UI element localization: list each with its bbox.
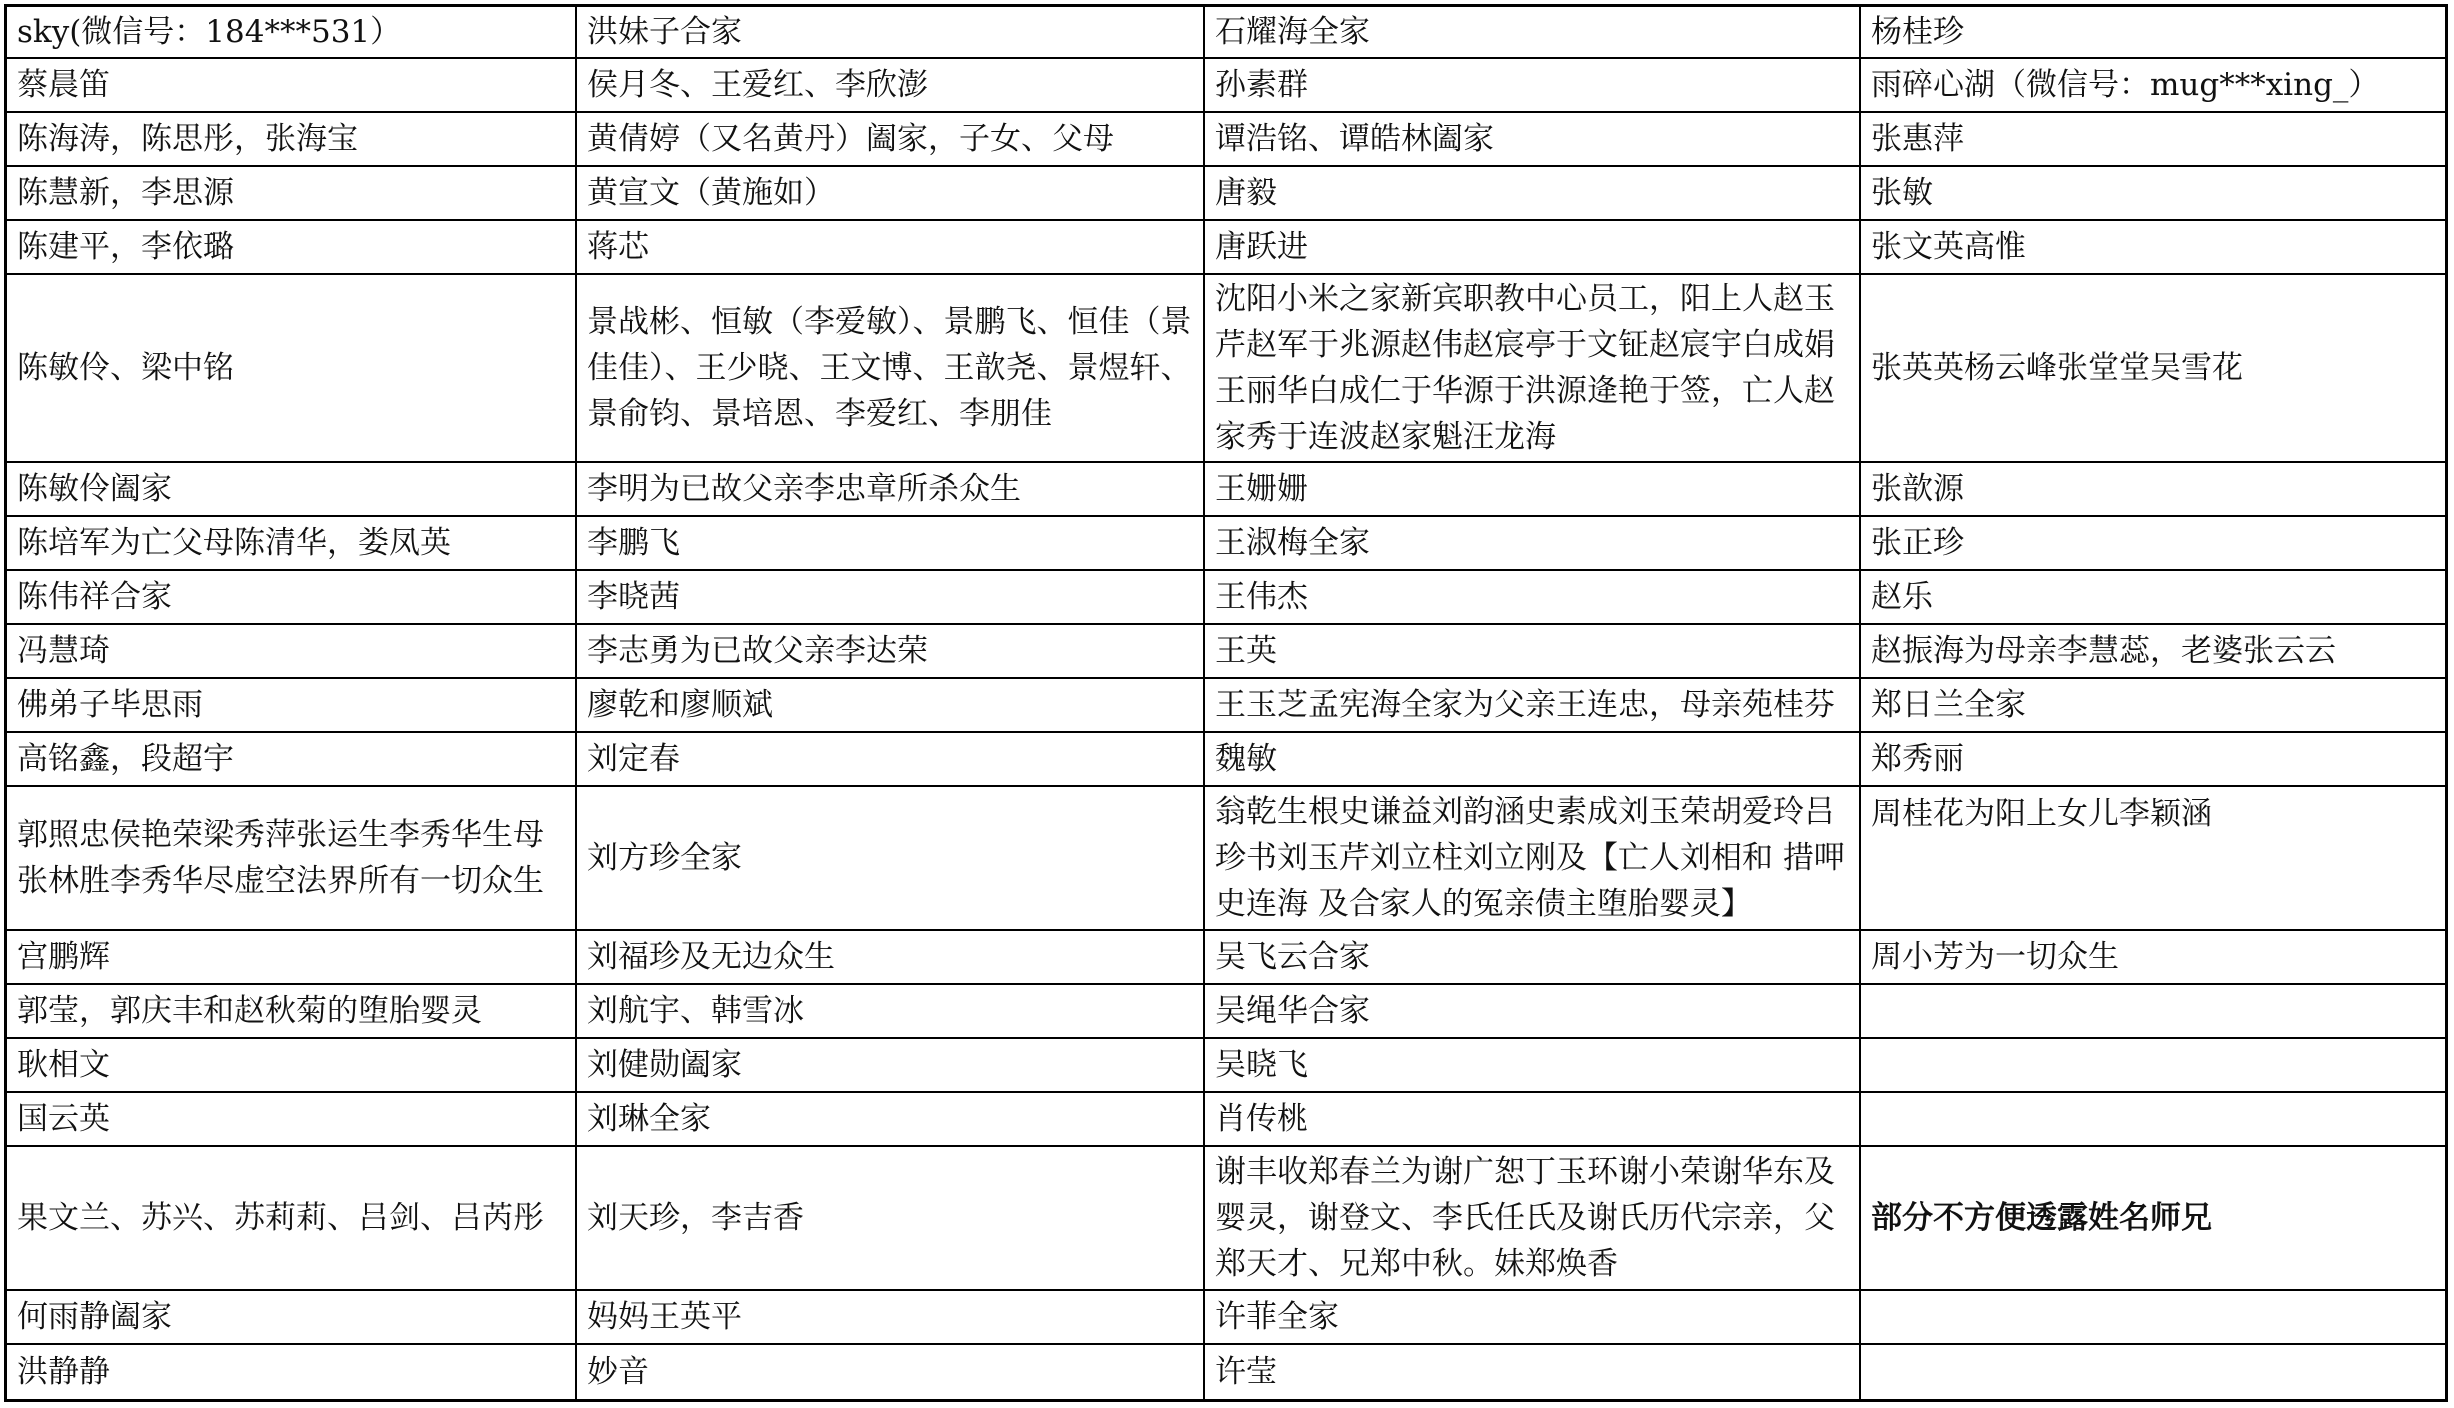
table-cell-r10-c3: 王英 <box>1205 625 1861 679</box>
dedication-name-table <box>4 4 2448 1402</box>
table-cell-r4-c1: 陈慧新，李思源 <box>7 167 577 221</box>
table-cell-r14-c1: 宫鹏辉 <box>7 931 577 985</box>
table-cell-r15-c2: 刘航宇、韩雪冰 <box>577 985 1205 1039</box>
table-cell-r11-c3: 王玉芝孟宪海全家为父亲王连忠，母亲苑桂芬 <box>1205 679 1861 733</box>
table-cell-r8-c3: 王淑梅全家 <box>1205 517 1861 571</box>
table-cell-r19-c3: 许菲全家 <box>1205 1291 1861 1345</box>
table-cell-r18-c4: 部分不方便透露姓名师兄 <box>1861 1147 2445 1291</box>
table-cell-r16-c4 <box>1861 1039 2445 1093</box>
table-cell-r1-c4: 杨桂珍 <box>1861 7 2445 59</box>
table-cell-r7-c1: 陈敏伶阖家 <box>7 463 577 517</box>
table-cell-r9-c1: 陈伟祥合家 <box>7 571 577 625</box>
table-cell-r12-c3: 魏敏 <box>1205 733 1861 787</box>
table-cell-r14-c3: 吴飞云合家 <box>1205 931 1861 985</box>
table-cell-r2-c3: 孙素群 <box>1205 59 1861 113</box>
table-cell-r17-c3: 肖传桃 <box>1205 1093 1861 1147</box>
table-cell-r5-c3: 唐跃进 <box>1205 221 1861 275</box>
table-cell-r6-c1: 陈敏伶、梁中铭 <box>7 275 577 463</box>
table-cell-r3-c3: 谭浩铭、谭皓林阖家 <box>1205 113 1861 167</box>
table-cell-r5-c2: 蒋芯 <box>577 221 1205 275</box>
table-cell-r13-c4: 周桂花为阳上女儿李颖涵 <box>1861 787 2445 931</box>
table-cell-r18-c3: 谢丰收郑春兰为谢广恕丁玉环谢小荣谢华东及婴灵，谢登文、李氏任氏及谢氏历代宗亲，父郑天才、兄郑中秋。妹郑焕香 <box>1205 1147 1861 1291</box>
table-cell-r8-c1: 陈培军为亡父母陈清华，娄凤英 <box>7 517 577 571</box>
table-cell-r13-c1: 郭照忠侯艳荣梁秀萍张运生李秀华生母张林胜李秀华尽虚空法界所有一切众生 <box>7 787 577 931</box>
table-cell-r6-c2: 景战彬、恒敏（李爱敏）、景鹏飞、恒佳（景佳佳）、王少晓、王文博、王歆尧、景煜轩、景俞钧、景培恩、李爱红、李朋佳 <box>577 275 1205 463</box>
table-cell-r9-c2: 李晓茜 <box>577 571 1205 625</box>
table-cell-r14-c2: 刘福珍及无边众生 <box>577 931 1205 985</box>
table-cell-r10-c2: 李志勇为已故父亲李达荣 <box>577 625 1205 679</box>
table-cell-r14-c4: 周小芳为一切众生 <box>1861 931 2445 985</box>
table-cell-r15-c3: 吴绳华合家 <box>1205 985 1861 1039</box>
table-cell-r11-c2: 廖乾和廖顺斌 <box>577 679 1205 733</box>
table-cell-r5-c4: 张文英高惟 <box>1861 221 2445 275</box>
table-cell-r18-c1: 果文兰、苏兴、苏莉莉、吕剑、吕芮彤 <box>7 1147 577 1291</box>
table-cell-r17-c2: 刘琳全家 <box>577 1093 1205 1147</box>
table-cell-r10-c1: 冯慧琦 <box>7 625 577 679</box>
table-cell-r6-c3: 沈阳小米之家新宾职教中心员工，阳上人赵玉芹赵军于兆源赵伟赵宸亭于文钲赵宸宇白成娟王丽华白成仁于华源于洪源逄艳于签，亡人赵家秀于连波赵家魁汪龙海 <box>1205 275 1861 463</box>
table-cell-r9-c4: 赵乐 <box>1861 571 2445 625</box>
table-cell-r18-c2: 刘天珍，李吉香 <box>577 1147 1205 1291</box>
table-cell-r4-c4: 张敏 <box>1861 167 2445 221</box>
table-cell-r17-c1: 国云英 <box>7 1093 577 1147</box>
table-cell-r3-c4: 张惠萍 <box>1861 113 2445 167</box>
table-cell-r6-c4: 张英英杨云峰张堂堂吴雪花 <box>1861 275 2445 463</box>
table-cell-r4-c2: 黄宣文（黄施如） <box>577 167 1205 221</box>
table-cell-r7-c3: 王姗姗 <box>1205 463 1861 517</box>
table-cell-r10-c4: 赵振海为母亲李慧蕊，老婆张云云 <box>1861 625 2445 679</box>
table-cell-r2-c4: 雨碎心湖（微信号：mug***xing_） <box>1861 59 2445 113</box>
table-cell-r19-c1: 何雨静阖家 <box>7 1291 577 1345</box>
table-cell-r11-c4: 郑日兰全家 <box>1861 679 2445 733</box>
table-cell-r16-c1: 耿相文 <box>7 1039 577 1093</box>
table-cell-r16-c3: 吴晓飞 <box>1205 1039 1861 1093</box>
table-cell-r12-c1: 高铭鑫，段超宇 <box>7 733 577 787</box>
table-cell-r13-c3: 翁乾生根史谦益刘韵涵史素成刘玉荣胡爱玲吕珍书刘玉芹刘立柱刘立刚及【亡人刘相和 措呷史连海 及合家人的冤亲债主堕胎婴灵】 <box>1205 787 1861 931</box>
table-cell-r2-c2: 侯月冬、王爱红、李欣澎 <box>577 59 1205 113</box>
table-cell-r3-c2: 黄倩婷（又名黄丹）阖家，子女、父母 <box>577 113 1205 167</box>
table-cell-r1-c3: 石耀海全家 <box>1205 7 1861 59</box>
table-cell-r20-c2: 妙音 <box>577 1345 1205 1399</box>
table-cell-r4-c3: 唐毅 <box>1205 167 1861 221</box>
table-cell-r11-c1: 佛弟子毕思雨 <box>7 679 577 733</box>
table-cell-r16-c2: 刘健勋阖家 <box>577 1039 1205 1093</box>
table-cell-r12-c4: 郑秀丽 <box>1861 733 2445 787</box>
table-cell-r19-c4 <box>1861 1291 2445 1345</box>
table-cell-r7-c4: 张歆源 <box>1861 463 2445 517</box>
table-cell-r1-c1: sky(微信号：184***531） <box>7 7 577 59</box>
table-cell-r9-c3: 王伟杰 <box>1205 571 1861 625</box>
table-cell-r13-c2: 刘方珍全家 <box>577 787 1205 931</box>
table-cell-r20-c4 <box>1861 1345 2445 1399</box>
table-cell-r19-c2: 妈妈王英平 <box>577 1291 1205 1345</box>
table-cell-r3-c1: 陈海涛，陈思彤，张海宝 <box>7 113 577 167</box>
table-cell-r20-c1: 洪静静 <box>7 1345 577 1399</box>
table-cell-r2-c1: 蔡晨笛 <box>7 59 577 113</box>
table-cell-r8-c2: 李鹏飞 <box>577 517 1205 571</box>
table-cell-r1-c2: 洪妹子合家 <box>577 7 1205 59</box>
table-cell-r8-c4: 张正珍 <box>1861 517 2445 571</box>
table-cell-r17-c4 <box>1861 1093 2445 1147</box>
table-cell-r12-c2: 刘定春 <box>577 733 1205 787</box>
table-cell-r15-c4 <box>1861 985 2445 1039</box>
table-cell-r20-c3: 许莹 <box>1205 1345 1861 1399</box>
table-cell-r15-c1: 郭莹，郭庆丰和赵秋菊的堕胎婴灵 <box>7 985 577 1039</box>
table-cell-r5-c1: 陈建平，李依璐 <box>7 221 577 275</box>
table-cell-r7-c2: 李明为已故父亲李忠章所杀众生 <box>577 463 1205 517</box>
